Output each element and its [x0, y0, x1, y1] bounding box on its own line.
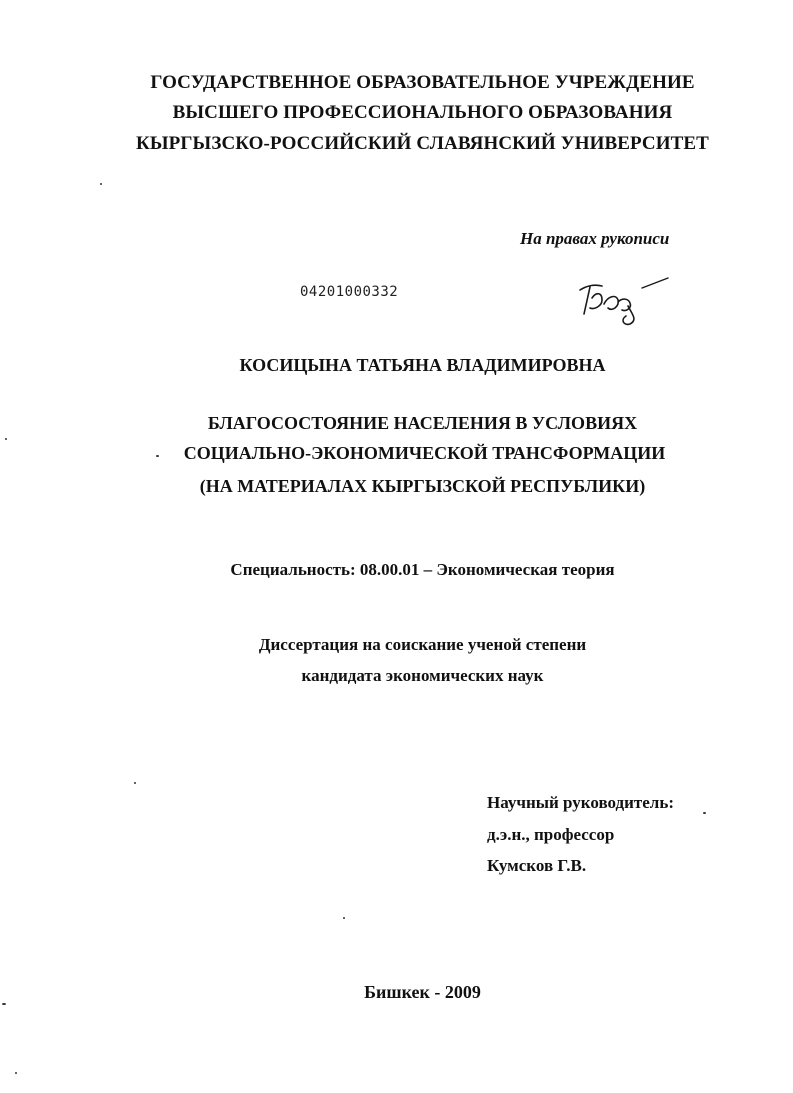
scan-speck — [15, 1072, 17, 1074]
institution-line-2: ВЫСШЕГО ПРОФЕССИОНАЛЬНОГО ОБРАЗОВАНИЯ — [172, 102, 673, 123]
handwritten-signature — [572, 270, 677, 330]
degree-line-2: кандидата экономических наук — [301, 666, 544, 685]
scan-speck — [100, 183, 102, 185]
institution-line-3: КЫРГЫЗСКО-РОССИЙСКИЙ СЛАВЯНСКИЙ УНИВЕРСИТЕТ — [136, 133, 709, 154]
scan-speck — [343, 917, 345, 919]
scan-speck — [156, 455, 159, 457]
degree-line-1: Диссертация на соискание ученой степени — [258, 635, 587, 654]
scan-speck — [134, 782, 136, 784]
scan-speck — [5, 438, 7, 440]
scan-speck — [2, 1003, 6, 1005]
thesis-title-line-3: (НА МАТЕРИАЛАХ КЫРГЫЗСКОЙ РЕСПУБЛИКИ) — [199, 476, 646, 496]
author-name: КОСИЦЫНА ТАТЬЯНА ВЛАДИМИРОВНА — [239, 355, 606, 375]
supervisor-title: д.э.н., профессор — [487, 825, 615, 844]
manuscript-rights-note: На правах рукописи — [520, 229, 670, 248]
specialty: Специальность: 08.00.01 – Экономическая теория — [230, 560, 615, 579]
scan-speck — [703, 812, 706, 814]
institution-line-1: ГОСУДАРСТВЕННОЕ ОБРАЗОВАТЕЛЬНОЕ УЧРЕЖДЕНИЕ — [150, 72, 695, 93]
place-and-year: Бишкек - 2009 — [364, 982, 481, 1002]
document-code: 04201000332 — [300, 284, 399, 300]
thesis-title-line-2: СОЦИАЛЬНО-ЭКОНОМИЧЕСКОЙ ТРАНСФОРМАЦИИ — [183, 443, 666, 463]
supervisor-name: Кумсков Г.В. — [487, 856, 587, 875]
thesis-title-line-1: БЛАГОСОСТОЯНИЕ НАСЕЛЕНИЯ В УСЛОВИЯХ — [207, 413, 638, 433]
supervisor-label: Научный руководитель: — [487, 793, 674, 812]
